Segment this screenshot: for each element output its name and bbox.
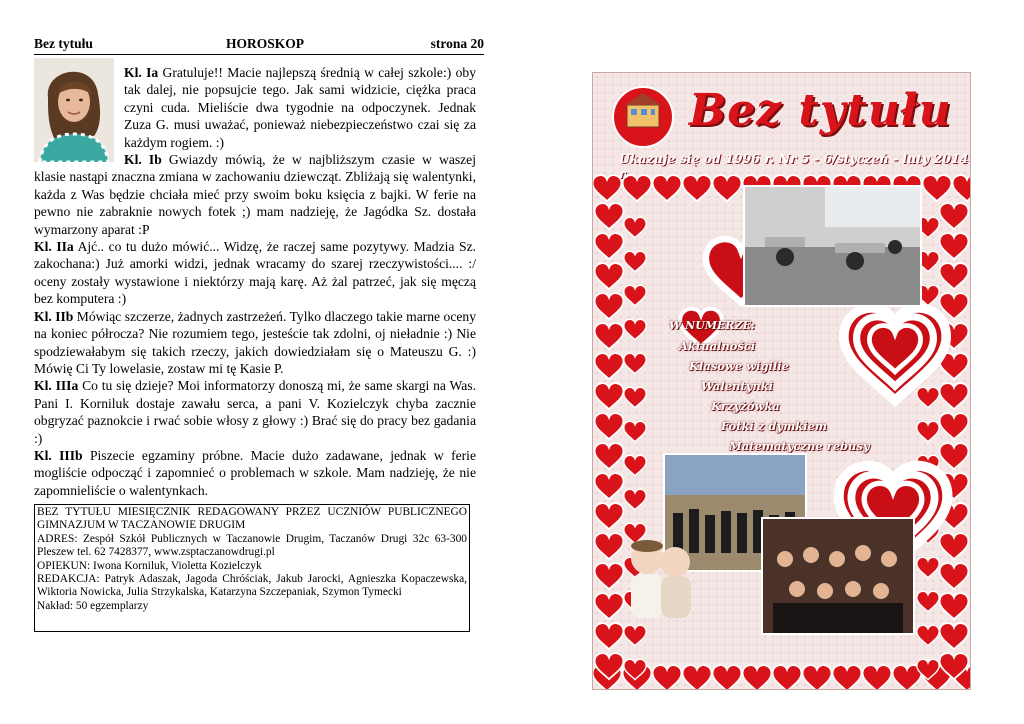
magazine-name: Bez tytułu [34, 36, 93, 51]
horoscope-entry [34, 308, 476, 378]
horoscope-text-content: Ajć.. co tu dużo mówić... Widzę, że raczej same pozytywy. Madzia Sz. zakochana:) Już amorki widzi, jednak wracamy do szarej rzeczywistości.... :/ oceny zostały wystawione i niektórzy mają karę. Aż żal patrzeć, jak się męczą bez komputera :) [34, 239, 477, 307]
toc-item: Klasowe wigilie [689, 359, 789, 373]
cover-title: Bez tytułu [689, 85, 952, 136]
page-number: strona 20 [430, 36, 484, 51]
toc-item: Fotki z dymkiem [721, 419, 828, 433]
couple-figurines-image [613, 528, 709, 628]
horoscope-text-content: Gratuluje!! Macie najlepszą średnią w całej szkole:) oby tak dalej, nie popsujcie tego. Jak sami widzicie, ciężka praca czyni cuda. Mieliście dwa tygodnie na odpoczynek. Jednak Zuza G. musi uważać, ponieważ niebezpieczeństwo czai się za każdym rogiem. :) [124, 65, 477, 150]
masthead-circulation: Nakład: 50 egzemplarzy [37, 599, 149, 612]
class-label: Kl. Ia [124, 65, 159, 80]
horoscope-entry [34, 238, 476, 308]
horoscope-entry [34, 377, 476, 447]
toc-item: Krzyżówka [711, 399, 780, 413]
masthead-editors: REDAKCJA: Patryk Adaszak, Jagoda Chróściak, Jakub Jarocki, Agnieszka Kopaczewska, Wiktoria Nowicka, Julia Strzykalska, Katarzyna Szczepaniak, Szymon Tymecki [37, 573, 467, 599]
horoscope-text-content: Mówiąc szczerze, żadnych zastrzeżeń. Tylko dlaczego takie marne oceny na koniec półrocza? Nie rozumiem tego, jesteście tak zdolni, oj nieładnie :) Nie spodziewałabym się takich rzeczy, jakich dowiedziałam się o Mateuszu G. :) Mówię Ci Ty lowelasie, zostaw mi tę Kasie P. [34, 308, 476, 376]
toc-item: Walentynki [701, 379, 774, 393]
masthead-guardians: OPIEKUN: Iwona Korniluk, Violetta Kozielczyk [37, 559, 262, 572]
masthead-box [34, 504, 470, 632]
class-group-photo [761, 517, 915, 635]
horoscope-entry [34, 447, 476, 499]
toc-item: Matematyczne rebusy [729, 439, 870, 453]
class-label: Kl. IIIb [34, 447, 83, 463]
horoscope-text-content: Gwiazdy mówią, że w najbliższym czasie w waszej klasie nastąpi znaczna zmiana w zachowaniu dziewcząt. Zbliżają się walentynki, każda z Was będzie chciała mieć przy swoim boku księcia z bajki. W ferie na pewno nie zabraknie nowych fotek ;) mam nadzieję, że Jagódka Sz. dostała wymarzony aparat :P [34, 152, 476, 237]
page-header [34, 36, 484, 55]
horoscope-entry [124, 64, 476, 151]
horoscope-text-content: Co tu się dzieje? Moi informatorzy donoszą mi, że same skargi na Was. Pani I. Korniluk dostaje zawału serca, a pani V. Kozielczyk chyba zacznie obgryzać paznokcie i rwać sobie włosy z głowy :) Brać się do pracy bez gadania :) [34, 378, 476, 446]
in-this-issue-label: W NUMERZE: [669, 319, 756, 332]
school-emblem [597, 77, 689, 151]
magazine-cover [592, 72, 971, 690]
cover-issue-info: Ukazuje się od 1996 r. Nr 5 - 6/styczeń - luty 2014 r. [619, 151, 969, 181]
class-label: Kl. IIb [34, 308, 74, 324]
masthead-address: ADRES: Zespół Szkół Publicznych w Taczanowie Drugim, Taczanów Drugi 32c 63-300 Pleszew tel. 62 7428377, www.zsptaczanowdrugi.pl [37, 532, 467, 559]
class-label: Kl. Ib [124, 152, 162, 168]
horoscope-entry [34, 151, 476, 238]
horoscope-text [34, 64, 476, 499]
class-label: Kl. IIa [34, 239, 74, 255]
class-label: Kl. IIIa [34, 378, 79, 394]
masthead-title: BEZ TYTUŁU MIESIĘCZNIK REDAGOWANY PRZEZ UCZNIÓW PUBLICZNEGO GIMNAZJUM W TACZANOWIE DRUGIM [37, 506, 467, 532]
section-title: HOROSKOP [226, 36, 305, 51]
classroom-exam-photo [743, 185, 922, 307]
horoscope-text-content: Piszecie egzaminy próbne. Macie dużo zadawane, jednak w ferie mogliście odpocząć i zapomnieć o problemach w szkole. Mam nadzieję, że nie zapomnieliście o walentynkach. [34, 447, 476, 498]
toc-item: Aktualności [679, 339, 756, 353]
